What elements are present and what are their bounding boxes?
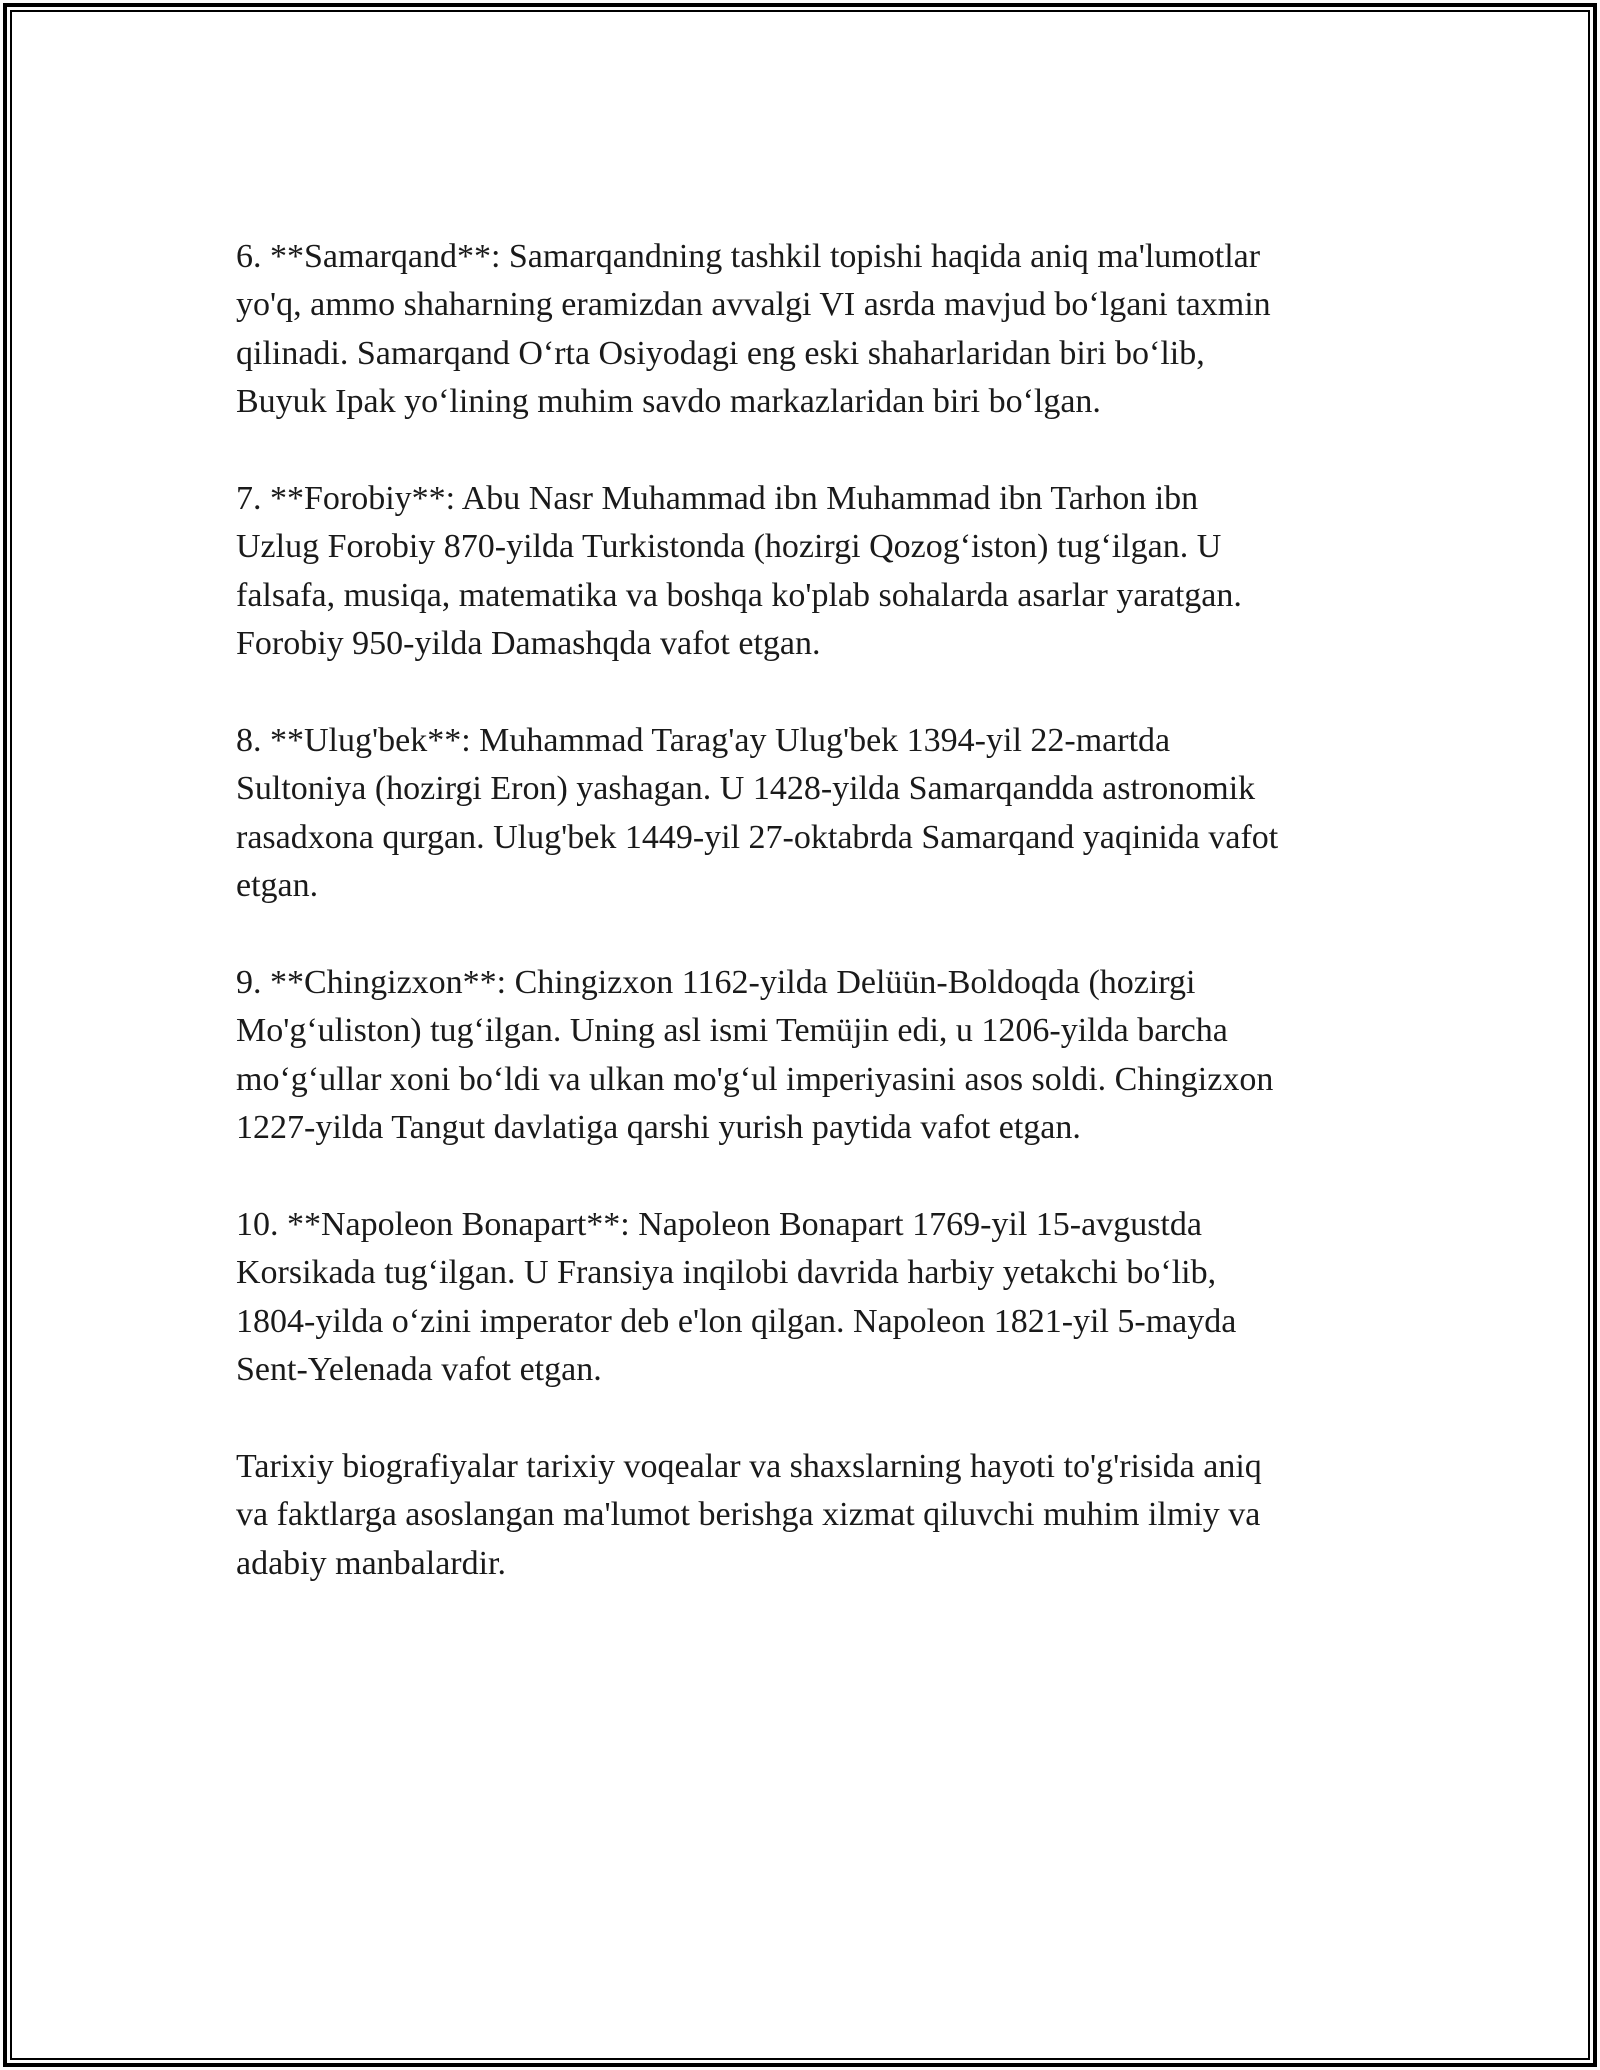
paragraph-ulugbek: 8. **Ulug'bek**: Muhammad Tarag'ay Ulug'bek 1394-yil 22-martda Sultoniya (hozirgi Eron) yashagan. U 1428-yilda Samarqandda astronomik rasadxona qurgan. Ulug'bek 1449-yil 27-oktabrda Samarqand yaqinida vafot etgan. [236,722,1279,905]
paragraph-chingizxon: 9. **Chingizxon**: Chingizxon 1162-yilda Delüün-Boldoqda (hozirgi Mo'g‘uliston) tug‘ilgan. Uning asl ismi Temüjin edi, u 1206-yilda barcha mo‘g‘ullar xoni bo‘ldi va ulkan mo'g‘ul imperiyasini asos soldi. Chingizxon 1227-yilda Tangut davlatiga qarshi yurish paytida vafot etgan. [236,964,1274,1147]
paragraph-conclusion: Tarixiy biografiyalar tarixiy voqealar va shaxslarning hayoti to'g'risida aniq va faktlarga asoslangan ma'lumot berishga xizmat qiluvchi muhim ilmiy va adabiy manbalardir. [236,1448,1262,1582]
document-body [236,233,1386,1637]
paragraph-samarqand: 6. **Samarqand**: Samarqandning tashkil topishi haqida aniq ma'lumotlar yo'q, ammo shaharning eramizdan avvalgi VI asrda mavjud bo‘lgani taxmin qilinadi. Samarqand O‘rta Osiyodagi eng eski shaharlaridan biri bo‘lib, Buyuk Ipak yo‘lining muhim savdo markazlaridan biri bo‘lgan. [236,238,1271,421]
paragraph-forobiy: 7. **Forobiy**: Abu Nasr Muhammad ibn Muhammad ibn Tarhon ibn Uzlug Forobiy 870-yilda Turkistonda (hozirgi Qozog‘iston) tug‘ilgan. U falsafa, musiqa, matematika va boshqa ko'plab sohalarda asarlar yaratgan. Forobiy 950-yilda Damashqda vafot etgan. [236,480,1242,663]
paragraph-napoleon: 10. **Napoleon Bonapart**: Napoleon Bonapart 1769-yil 15-avgustda Korsikada tug‘ilgan. U Fransiya inqilobi davrida harbiy yetakchi bo‘lib, 1804-yilda o‘zini imperator deb e'lon qilgan. Napoleon 1821-yil 5-mayda Sent-Yelenada vafot etgan. [236,1206,1237,1389]
